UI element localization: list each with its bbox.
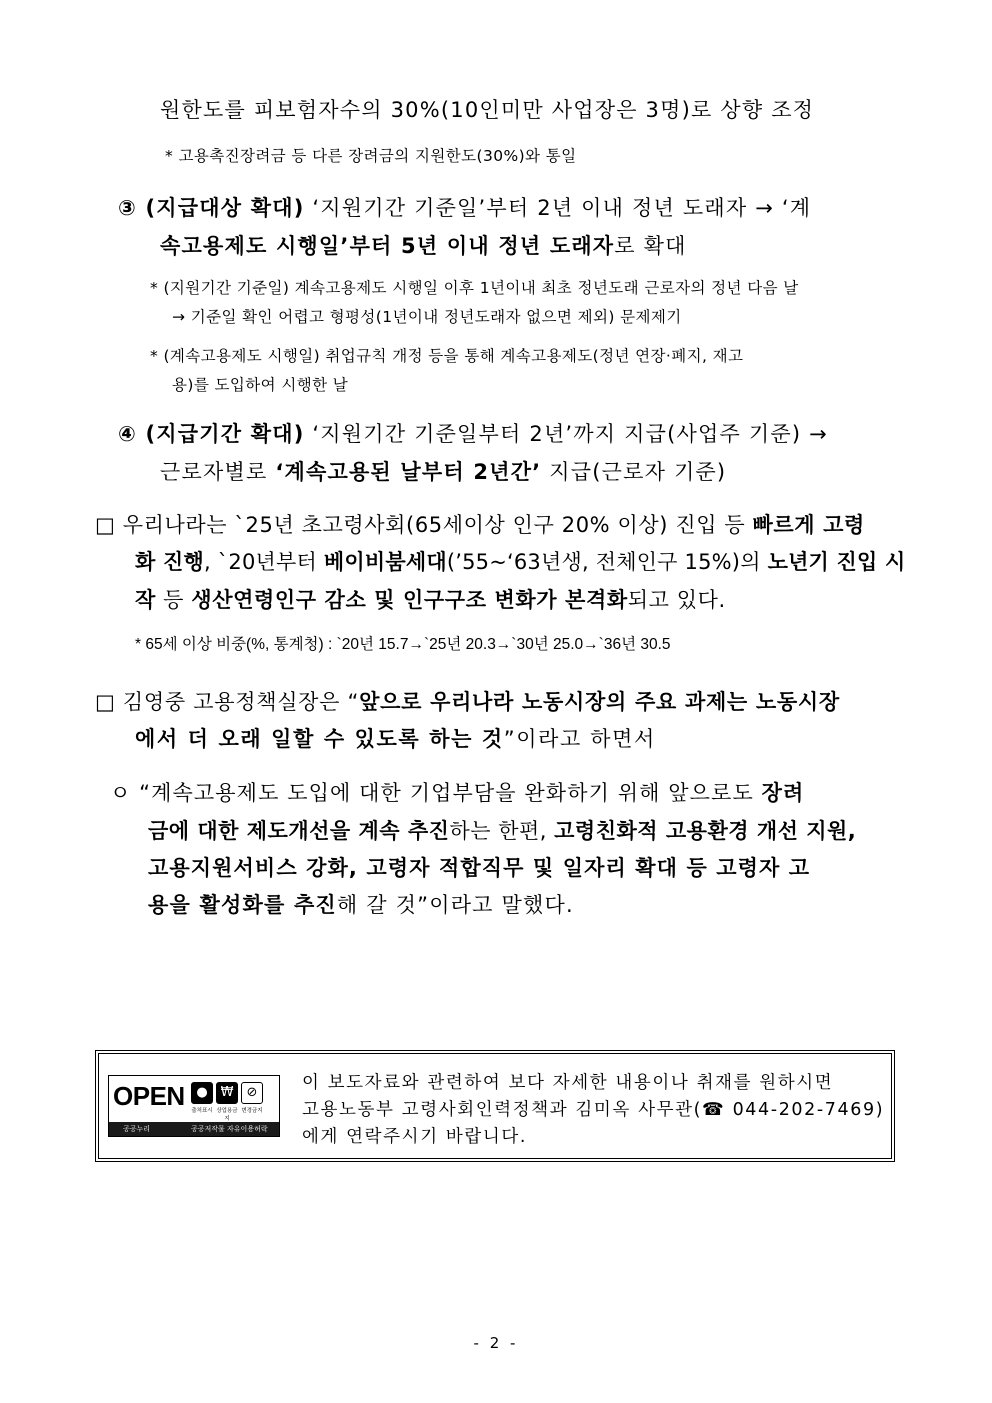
section-1-text: (’55~‘63년생, 전체인구 15%)의: [446, 550, 768, 574]
icon-label: 변경금지: [241, 1108, 263, 1114]
item-3-text: 로 확대: [614, 234, 687, 258]
section-2-text: □ 김영중 고용정책실장은 “: [95, 690, 360, 714]
section-1-text: , `20년부터: [203, 550, 324, 574]
footnote: * 65세 이상 비중(%, 통계청) : `20년 15.7→`25년 20.3→`30년 25.0→`36년 30.5: [135, 636, 671, 653]
section-1-line-1: [95, 509, 865, 539]
quote-emphasis: 고용지원서비스 강화, 고령자 적합직무 및 일자리 확대 등 고령자 고: [148, 856, 811, 880]
section-1-text: 등: [155, 588, 192, 612]
item-4-text: 지급(근로자 기준): [541, 460, 727, 484]
item-3-heading: ③ (지급대상 확대): [118, 196, 305, 220]
quote-text: 해 갈 것”이라고 말했다.: [336, 893, 574, 917]
footnote: * (지원기간 기준일) 계속고용제도 시행일 이후 1년이내 최초 정년도래 근로자의 정년 다음 날: [150, 279, 799, 297]
logo-bar-right: 공공저작물 자유이용허락: [191, 1125, 268, 1133]
section-1-emphasis: 노년기 진입 시: [767, 550, 906, 574]
footnote: * 고용촉진장려금 등 다른 장려금의 지원한도(30%)와 통일: [165, 147, 577, 165]
item-3-line-2: [160, 230, 687, 260]
footnote: 용)를 도입하여 시행한 날: [172, 376, 349, 394]
item-4-heading: ④ (지급기간 확대): [118, 422, 305, 446]
attribution-icon: ●: [191, 1082, 213, 1104]
quote-emphasis: 고령친화적 고용환경 개선 지원,: [554, 819, 857, 843]
quote-line-1: [110, 777, 804, 807]
contact-line-1: 이 보도자료와 관련하여 보다 자세한 내용이나 취재를 원하시면: [302, 1073, 834, 1093]
section-1-emphasis: 빠르게 고령: [752, 513, 865, 537]
section-1-line-2: [135, 546, 906, 576]
open-logo-text: OPEN: [113, 1081, 185, 1111]
contact-line-3: 에게 연락주시기 바랍니다.: [302, 1127, 528, 1147]
logo-bar-left: 공공누리: [123, 1125, 151, 1133]
kogl-open-logo: [108, 1075, 280, 1137]
quote-text: ㅇ “계속고용제도 도입에 대한 기업부담을 완화하기 위해 앞으로도: [110, 781, 762, 805]
section-1-line-3: [135, 584, 726, 614]
section-2-emphasis: 에서 더 오래 일할 수 있도록 하는 것: [135, 727, 504, 751]
footnote: → 기준일 확인 어렵고 형평성(1년이내 정년도래자 없으면 제외) 문제제기: [172, 308, 682, 326]
quote-text: 하는 한편,: [449, 819, 555, 843]
quote-line-2: [148, 815, 856, 845]
section-1-emphasis: 베이비붐세대: [323, 550, 447, 574]
quote-emphasis: 금에 대한 제도개선을 계속 추진: [148, 819, 450, 843]
section-2-emphasis: 앞으로 우리나라 노동시장의 주요 과제는 노동시장: [359, 690, 840, 714]
section-1-emphasis: 생산연령인구 감소 및 인구구조 변화가 본격화: [191, 588, 628, 612]
section-1-text: □ 우리나라는 `25년 초고령사회(65세이상 인구 20% 이상) 진입 등: [95, 513, 753, 537]
item-4-line-2: [160, 456, 726, 486]
footnote: * (계속고용제도 시행일) 취업규칙 개정 등을 통해 계속고용제도(정년 연장·폐지, 재고: [150, 347, 744, 365]
item-4-text: 근로자별로: [160, 460, 276, 484]
item-4-text: ‘지원기간 기준일부터 2년’까지 지급(사업주 기준) →: [304, 422, 828, 446]
logo-bar: [109, 1122, 279, 1136]
item-3-text: ‘지원기간 기준일’부터 2년 이내 정년 도래자 → ‘계: [304, 196, 812, 220]
no-derivatives-icon: ⊘: [241, 1082, 263, 1104]
icon-label: 출처표시: [191, 1108, 213, 1114]
item-4-line-1: [118, 418, 828, 448]
quote-emphasis: 장려: [761, 781, 805, 805]
contact-line-2: 고용노동부 고령사회인력정책과 김미옥 사무관(☎ 044-202-7469): [302, 1100, 885, 1120]
item-3-emphasis: 속고용제도 시행일’부터 5년 이내 정년 도래자: [160, 234, 615, 258]
quote-emphasis: 용을 활성화를 추진: [148, 893, 337, 917]
text-line: 원한도를 피보험자수의 30%(10인미만 사업장은 3명)로 상향 조정: [160, 98, 815, 122]
section-2-line-2: [135, 723, 656, 753]
icon-label: 상업용금지: [216, 1108, 238, 1122]
item-3-line-1: [118, 192, 898, 222]
quote-line-4: [148, 889, 574, 919]
section-1-emphasis: 화 진행: [135, 550, 204, 574]
section-1-text: 되고 있다.: [627, 588, 726, 612]
quote-line-3: [148, 852, 810, 882]
item-4-emphasis: ‘계속고용된 날부터 2년간’: [275, 460, 542, 484]
section-1-emphasis: 작: [135, 588, 156, 612]
no-commercial-icon: ₩: [216, 1082, 238, 1104]
page-number: - 2 -: [473, 1334, 519, 1352]
section-2-line-1: [95, 686, 840, 716]
section-2-text: ”이라고 하면서: [503, 727, 656, 751]
